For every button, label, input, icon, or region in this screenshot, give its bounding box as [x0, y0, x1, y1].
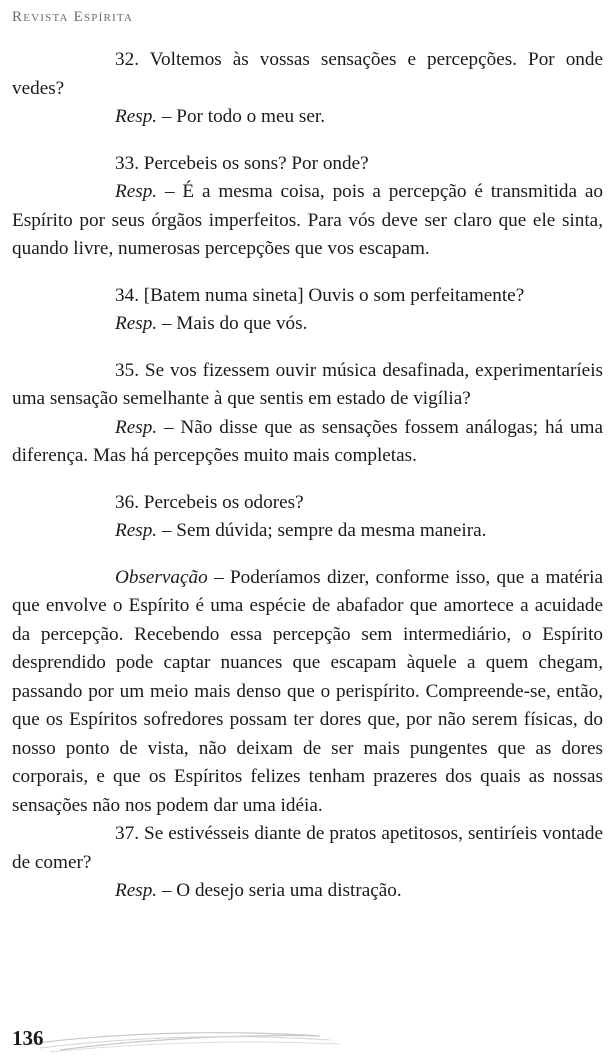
question-text: 32. Voltemos às vossas sensações e percepções. Por onde vedes? — [12, 49, 603, 99]
response-text: – Por todo o meu ser. — [157, 106, 325, 127]
footer-swoosh-decoration — [0, 1022, 611, 1059]
response-paragraph — [12, 877, 603, 906]
response-paragraph — [12, 517, 603, 546]
response-label: Resp. — [115, 880, 158, 901]
question-text: 35. Se vos fizessem ouvir música desafinada, experimentaríeis uma sensação semelhante à que sentis em estado de vigília? — [12, 359, 603, 409]
response-label: Resp. — [115, 106, 158, 127]
response-paragraph — [12, 103, 603, 132]
response-paragraph — [12, 310, 603, 339]
response-text: – É a mesma coisa, pois a percepção é transmitida ao Espírito por seus órgãos imperfeitos. Para vós deve ser claro que ele sinta, quando livre, numerosas percepções que vos escapam. — [12, 181, 603, 259]
response-label: Resp. — [115, 181, 158, 202]
observation-label: Observação — [115, 566, 208, 588]
page-body — [12, 46, 603, 924]
page-number: 136 — [12, 1026, 44, 1050]
observation-text: – Poderíamos dizer, conforme isso, que a matéria que envolve o Espírito é uma espécie de abafador que amortece a acuidade da percepção. Recebendo essa percepção sem intermediário, o Espírito desprendido pode captar nuances que escapam àquele a quem chegam, passando por um meio mais denso que o perispírito. Compreende-se, então, que os Espíritos sofredores possam ter dores que, por não serem físicas, do nosso ponto de vista, não deixam de ser mais pungentes que as dores corporais, e que os Espíritos felizes tenham prazeres dos quais as nossas sensações não nos podem dar uma idéia. — [12, 566, 603, 816]
running-header: Revista Espírita — [12, 9, 134, 25]
qa-item — [12, 489, 603, 546]
response-text: – O desejo seria uma distração. — [157, 880, 402, 901]
response-label: Resp. — [115, 416, 158, 438]
question-text: 33. Percebeis os sons? Por onde? — [115, 152, 369, 174]
response-paragraph — [12, 414, 603, 471]
question-text: 37. Se estivésseis diante de pratos apetitosos, sentiríeis vontade de comer? — [12, 823, 603, 873]
question-text: 36. Percebeis os odores? — [115, 491, 304, 513]
observation-paragraph — [12, 564, 603, 821]
response-paragraph — [12, 178, 603, 264]
qa-item — [12, 357, 603, 471]
question-text: 34. [Batem numa sineta] Ouvis o som perfeitamente? — [115, 284, 525, 306]
qa-item — [12, 820, 603, 906]
response-label: Resp. — [115, 520, 158, 541]
response-text: – Sem dúvida; sempre da mesma maneira. — [157, 520, 487, 541]
response-label: Resp. — [115, 313, 158, 334]
response-text: – Mais do que vós. — [157, 313, 308, 334]
qa-item — [12, 282, 603, 339]
qa-item — [12, 150, 603, 264]
response-text: – Não disse que as sensações fossem análogas; há uma diferença. Mas há percepções muito mais completas. — [12, 416, 603, 466]
qa-item — [12, 46, 603, 132]
